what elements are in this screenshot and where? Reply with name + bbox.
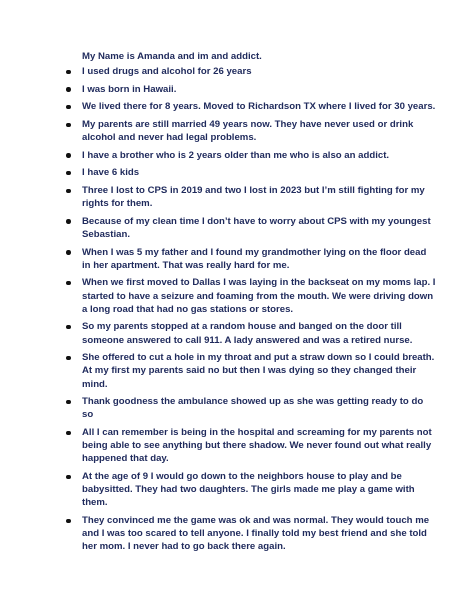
list-item: I have 6 kids xyxy=(82,166,436,179)
list-item: At the age of 9 I would go down to the neighbors house to play and be babysitted. They had two daughters. The girls made me play a game with them. xyxy=(82,470,436,510)
list-item: Three I lost to CPS in 2019 and two I lost in 2023 but I’m still fighting for my rights for them. xyxy=(82,184,436,210)
list-item: I was born in Hawaii. xyxy=(82,83,436,96)
list-item: I have a brother who is 2 years older than me who is also an addict. xyxy=(82,149,436,162)
list-item: They convinced me the game was ok and was normal. They would touch me and I was too scared to tell anyone. I finally told my best friend and she told her mom. I never had to go back there again. xyxy=(82,514,436,554)
list-item: I used drugs and alcohol for 26 years xyxy=(82,65,436,78)
document-body xyxy=(82,50,436,558)
list-item: We lived there for 8 years. Moved to Richardson TX where I lived for 30 years. xyxy=(82,101,436,113)
intro-line: My Name is Amanda and im and addict. xyxy=(82,51,262,62)
list-item: So my parents stopped at a random house and banged on the door till someone answered to call 911. A lady answered and was a retired nurse. xyxy=(82,320,436,346)
list-item: She offered to cut a hole in my throat and put a straw down so I could breath. At my first my parents said no but then I was dying so they changed their mind. xyxy=(82,352,435,390)
list-item: My parents are still married 49 years now. They have never used or drink alcohol and never had legal problems. xyxy=(82,118,436,144)
list-item: When we first moved to Dallas I was laying in the backseat on my moms lap. I started to have a seizure and foaming from the mouth. We were driving down a long road that had no gas stations or stores. xyxy=(82,277,436,315)
list-item: All I can remember is being in the hospital and screaming for my parents not being able to see anything but there shadow. We never found out what really happened that day. xyxy=(82,426,436,466)
list-item: Thank goodness the ambulance showed up as she was getting ready to do so xyxy=(82,395,436,421)
list-item: Because of my clean time I don’t have to worry about CPS with my youngest Sebastian. xyxy=(82,215,436,241)
bullet-list xyxy=(82,65,436,553)
list-item: When I was 5 my father and I found my grandmother lying on the floor dead in her apartment. That was really hard for me. xyxy=(82,246,436,272)
